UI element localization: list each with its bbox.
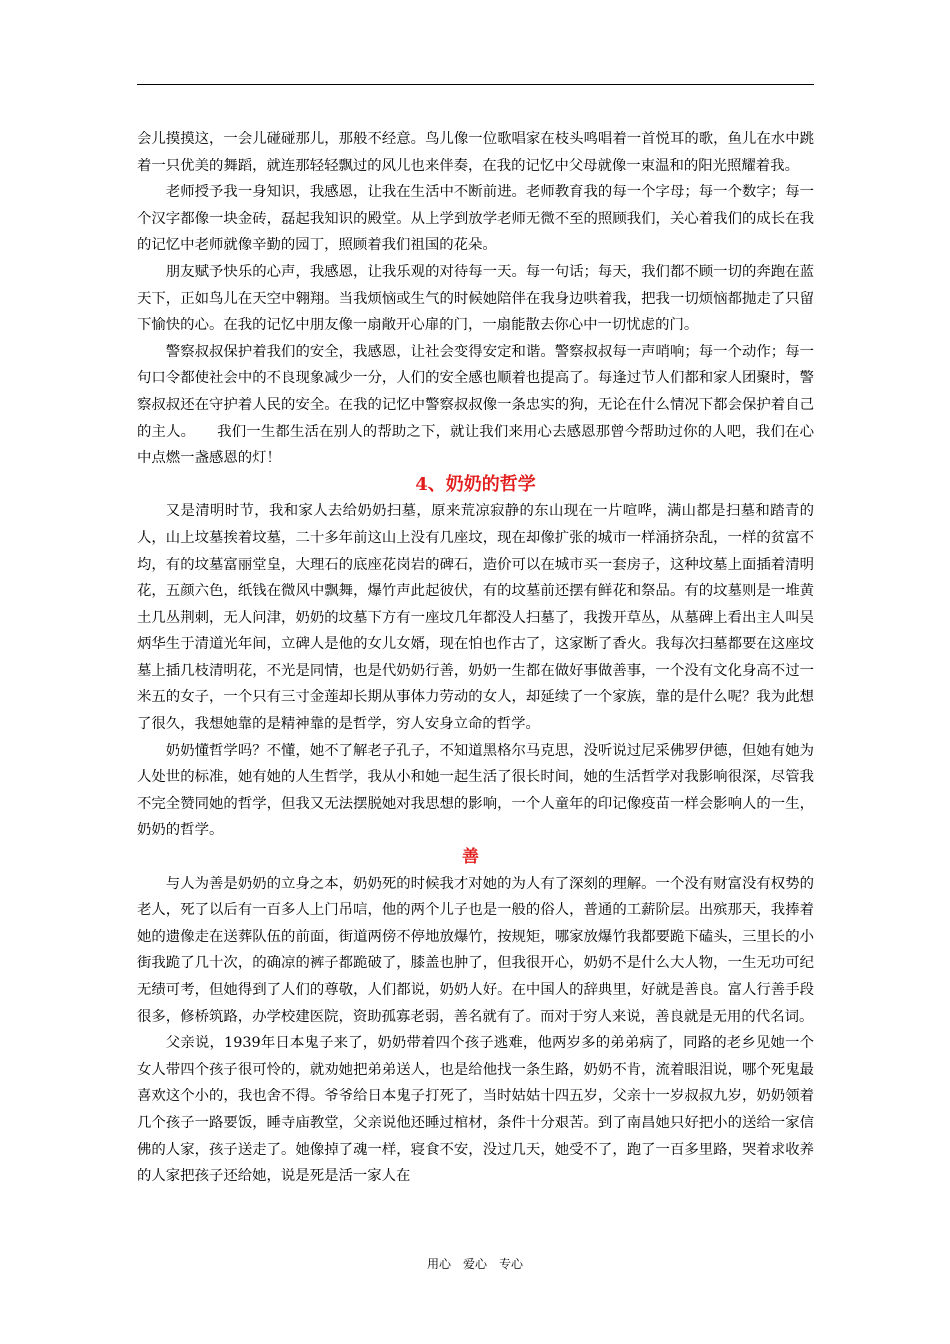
paragraph: 奶奶懂哲学吗？不懂，她不了解老子孔子，不知道黑格尔马克思，没听说过尼采佛罗伊德，但她有她为人处世的标准，她有她的人生哲学，我从小和她一起生活了很长时间，她的生活哲学对我影响很深，尽管我不完全赞同她的哲学，但我又无法摆脱她对我思想的影响，一个人童年的印记像疫苗一样会影响人的一生，奶奶的哲学。 [137,742,814,839]
paragraph: 父亲说，1939年日本鬼子来了，奶奶带着四个孩子逃难，他两岁多的弟弟病了，同路的老乡见她一个女人带四个孩子很可怜的，就劝她把弟弟送人，也是给他找一条生路，奶奶不肯，流着眼泪说，哪个死鬼最喜欢这个小的，我也舍不得。爷爷给日本鬼子打死了，当时姑姑十四五岁，父亲十一岁叔叔九岁，奶奶领着几个孩子一路要饭，睡寺庙教堂，父亲说他还睡过棺材，条件十分艰苦。到了南昌她只好把小的送给一家信佛的人家，孩子送走了。她像掉了魂一样，寝食不安，没过几天，她受不了，跑了一百多里路，哭着求收养的人家把孩子还给她，说是死是活一家人在 [137,1035,814,1185]
section-heading: 4、奶奶的哲学 [415,473,536,495]
paragraph: 会儿摸摸这，一会儿碰碰那儿，那般不经意。鸟儿像一位歌唱家在枝头鸣唱着一首悦耳的歌，鱼儿在水中跳着一只优美的舞蹈，就连那轻轻飘过的风儿也来伴奏，在我的记忆中父母就像一束温和的阳光照耀着我。 [137,131,814,174]
paragraph: 警察叔叔保护着我们的安全，我感恩，让社会变得安定和谐。警察叔叔每一声哨响；每一个动作；每一句口令都使社会中的不良现象减少一分，人们的安全感也顺着也提高了。每逢过节人们都和家人团聚时，警察叔叔还在守护着人民的安全。在我的记忆中警察叔叔像一条忠实的狗，无论在什么情况下都会保护着自己的主人。 我们一生都生活在别人的帮助之下，就让我们来用心去感恩那曾今帮助过你的人吧，我们在心中点燃一盏感恩的灯！ [137,343,814,467]
paragraph: 与人为善是奶奶的立身之本，奶奶死的时候我才对她的为人有了深刻的理解。一个没有财富没有权势的老人，死了以后有一百多人上门吊唁，他的两个儿子也是一般的俗人，普通的工薪阶层。出殡那天，我捧着她的遗像走在送葬队伍的前面，街道两傍不停地放爆竹，按规矩，哪家放爆竹我都要跪下磕头，三里长的小街我跪了几十次，的确凉的裤子都跪破了，膝盖也肿了，但我很开心，奶奶不是什么大人物，一生无功可纪无绩可考，但她得到了人们的尊敬，人们都说，奶奶人好。在中国人的辞典里，好就是善良。富人行善手段很多，修桥筑路，办学校建医院，资助孤寡老弱，善名就有了。而对于穷人来说，善良就是无用的代名词。 [137,875,814,1025]
paragraph: 朋友赋予快乐的心声，我感恩，让我乐观的对待每一天。每一句话；每天，我们都不顾一切的奔跑在蓝天下，正如鸟儿在天空中翱翔。当我烦恼或生气的时候她陪伴在我身边哄着我，把我一切烦恼都抛走了只留下愉快的心。在我的记忆中朋友像一扇敞开心扉的门，一扇能散去你心中一切忧虑的门。 [137,263,814,334]
page-footer: 用心 爱心 专心 [426,1257,523,1271]
article-body [137,126,814,1190]
paragraph: 又是清明时节，我和家人去给奶奶扫墓，原来荒凉寂静的东山现在一片喧哗，满山都是扫墓和踏青的人，山上坟墓挨着坟墓，二十多年前这山上没有几座坟，现在却像扩张的城市一样涌挤杂乱，一样的贫富不均，有的坟墓富丽堂皇，大理石的底座花岗岩的碑石，造价可以在城市买一套房子，这种坟墓上面插着清明花，五颜六色，纸钱在微风中飘舞，爆竹声此起彼伏，有的坟墓前还摆有鲜花和祭品。有的坟墓则是一堆黄土几丛荆刺，无人问津，奶奶的坟墓下方有一座坟几年都没人扫墓了，我拨开草丛，从墓碑上看出主人叫吴炳华生于清道光年间，立碑人是他的女儿女婿，现在怕也作古了，这家断了香火。我每次扫墓都要在这座坟墓上插几枝清明花，不光是同情，也是代奶奶行善，奶奶一生都在做好事做善事，一个没有文化身高不过一米五的女子，一个只有三寸金莲却长期从事体力劳动的女人，却延续了一个家族，靠的是什么呢？我为此想了很久，我想她靠的是精神靠的是哲学，穷人安身立命的哲学。 [137,503,814,733]
subsection-heading: 善 [462,847,479,868]
header-rule [137,84,814,85]
paragraph: 老师授予我一身知识，我感恩，让我在生活中不断前进。老师教育我的每一个字母；每一个数字；每一个汉字都像一块金砖，磊起我知识的殿堂。从上学到放学老师无微不至的照顾我们，关心着我们的成长在我的记忆中老师就像辛勤的园丁，照顾着我们祖国的花朵。 [137,184,814,254]
